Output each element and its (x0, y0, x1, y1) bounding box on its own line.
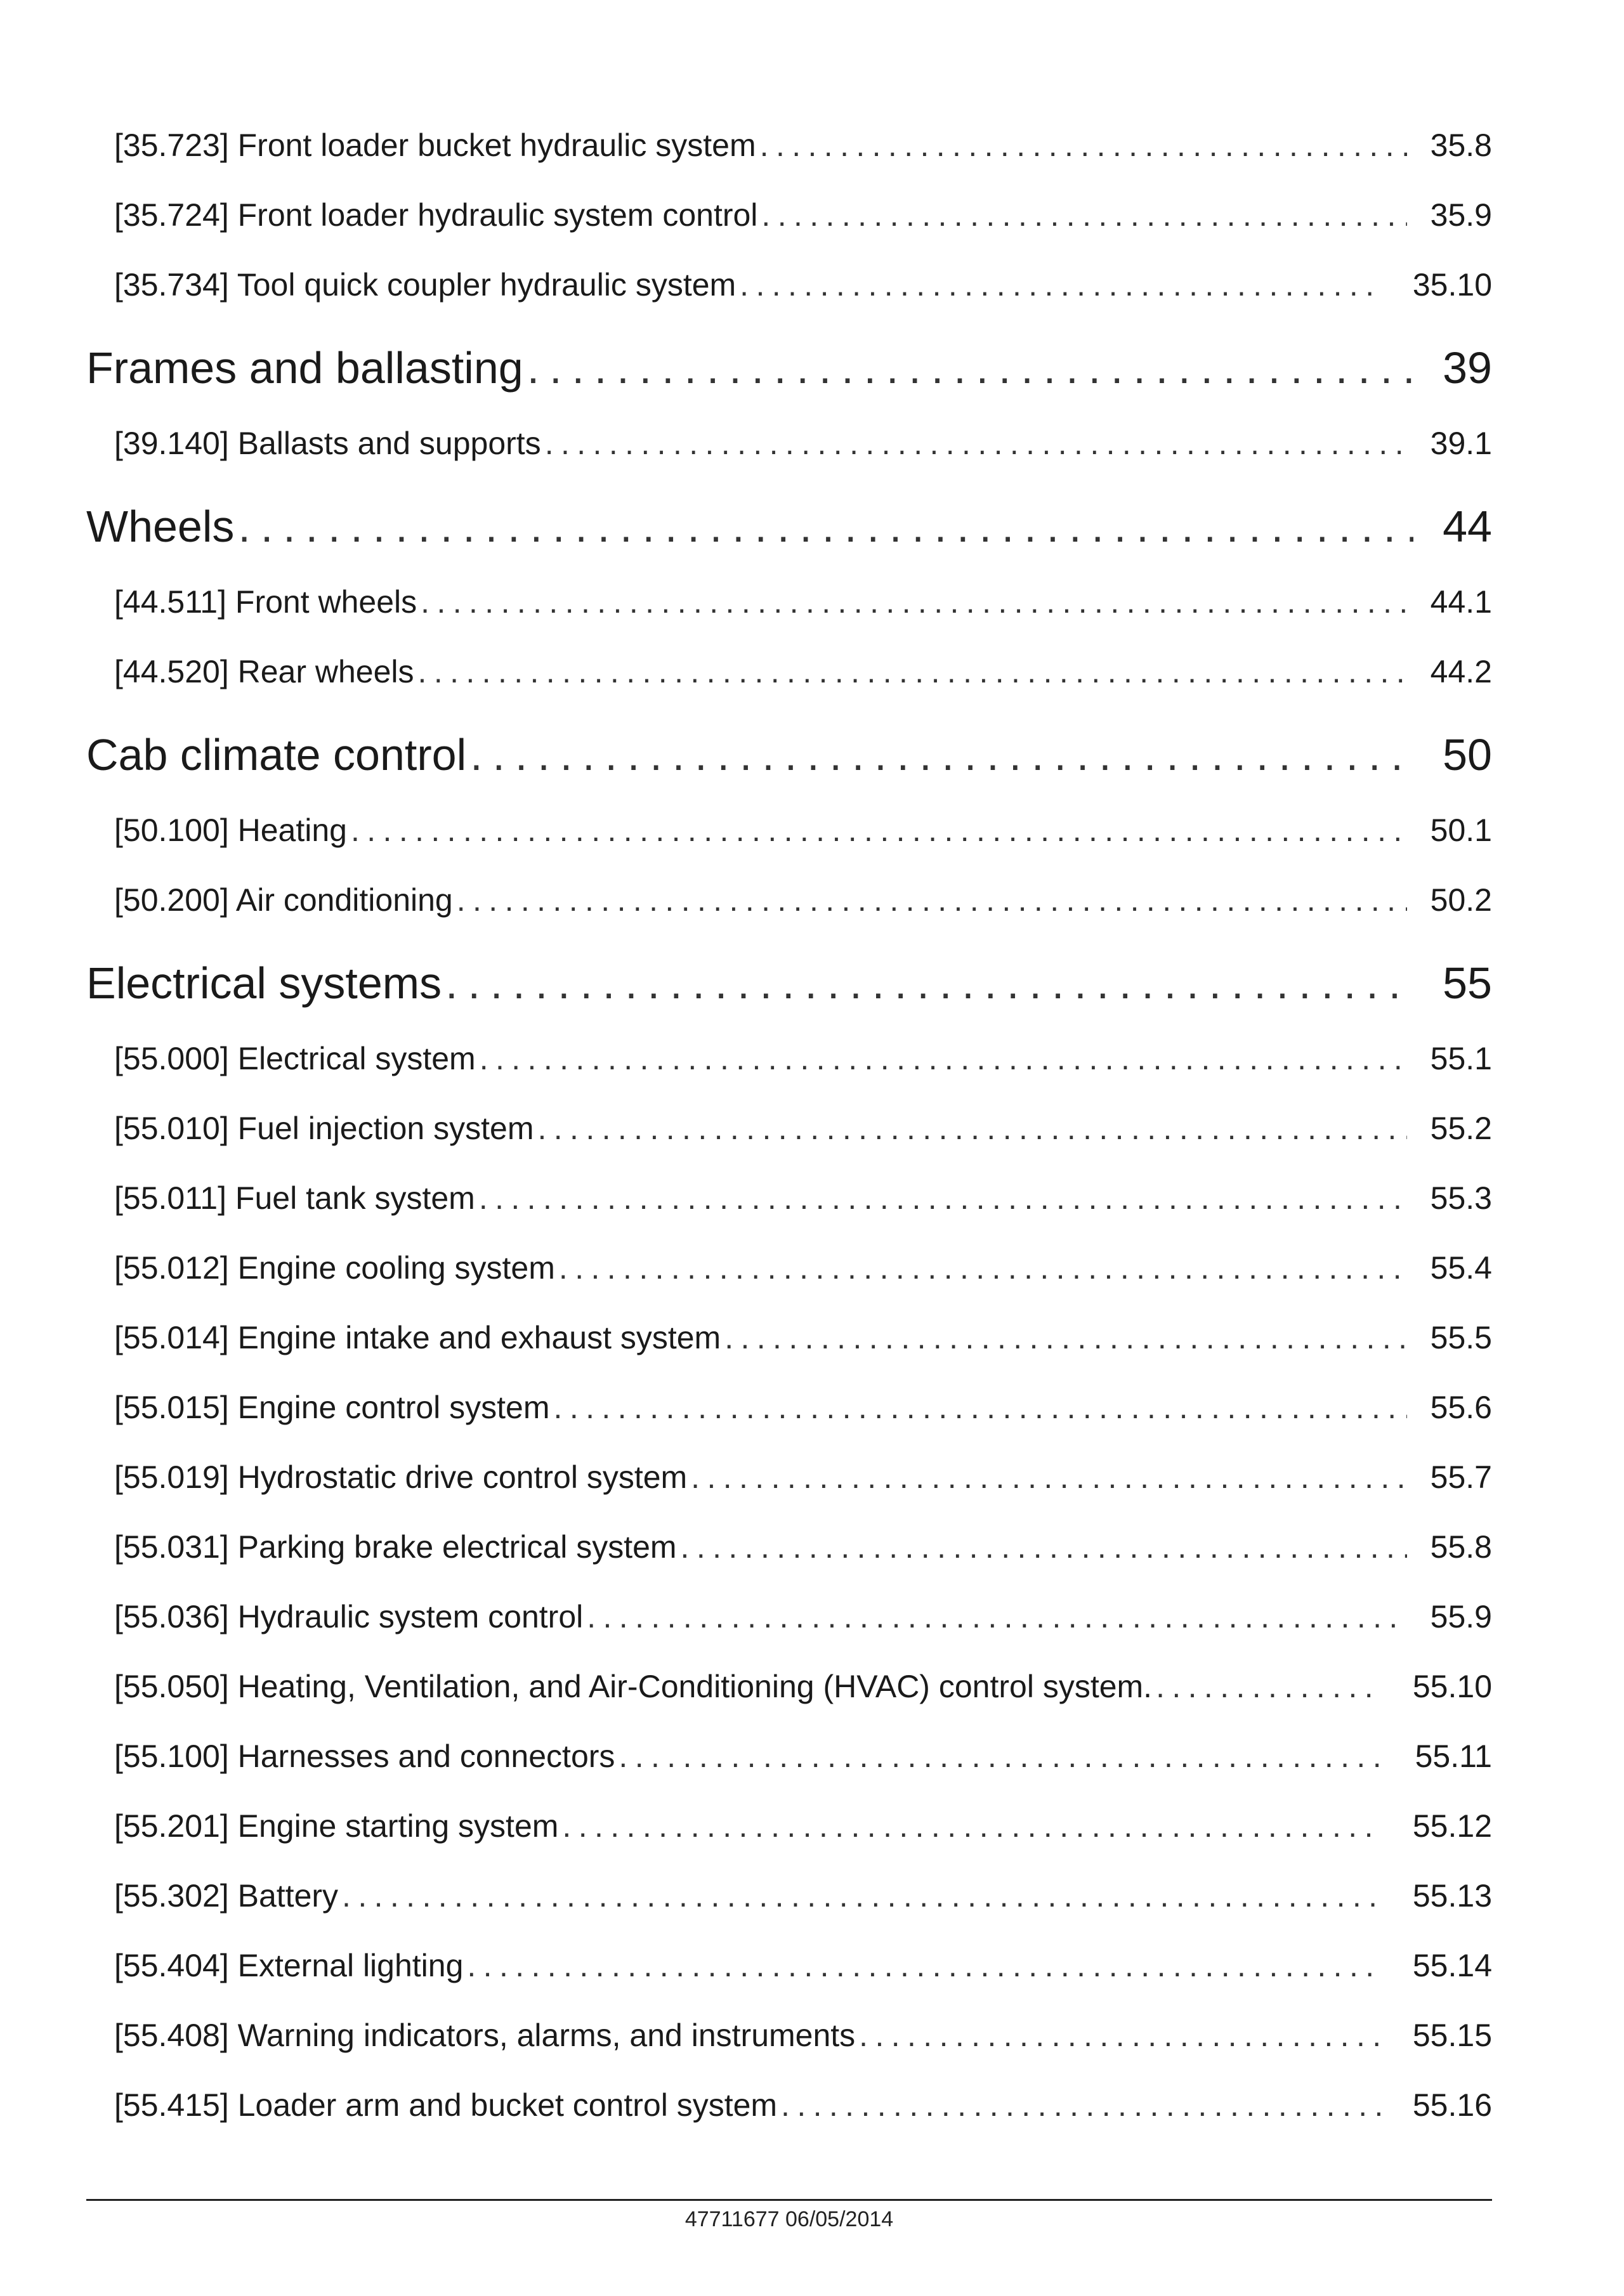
toc-entry-title (114, 1459, 687, 1496)
toc-section-entry[interactable] (86, 342, 1492, 425)
toc-entry-text: Heating, Ventilation, and Air-Conditioning (HVAC) control system. (237, 1669, 1153, 1704)
toc-subsection-entry[interactable] (86, 425, 1492, 495)
toc-entry-text: Battery (237, 1878, 339, 1914)
dot-leader (467, 1947, 1382, 1984)
toc-entry-text: Ballasts and supports (237, 426, 541, 461)
dot-leader (418, 653, 1407, 690)
toc-entry-title (114, 584, 417, 620)
toc-entry-text: Engine cooling system (237, 1250, 555, 1286)
toc-entry-text: Fuel injection system (237, 1111, 534, 1146)
toc-subsection-entry[interactable] (86, 1808, 1492, 1877)
toc-entry-text: Heating (237, 812, 347, 848)
table-of-contents (86, 127, 1492, 2156)
dot-leader (342, 1877, 1382, 1914)
toc-entry-code: [55.100] (114, 1738, 229, 1774)
toc-entry-code: [55.031] (114, 1529, 229, 1565)
toc-page-number: 55.11 (1415, 1738, 1492, 1774)
toc-entry-code: [55.019] (114, 1459, 229, 1495)
toc-entry-code: [39.140] (114, 426, 229, 461)
toc-subsection-entry[interactable] (86, 1319, 1492, 1389)
dot-leader (554, 1389, 1407, 1426)
toc-entry-text: Loader arm and bucket control system (237, 2087, 778, 2123)
toc-subsection-entry[interactable] (86, 1180, 1492, 1249)
toc-subsection-entry[interactable] (86, 1598, 1492, 1668)
toc-entry-code: [55.012] (114, 1250, 229, 1286)
toc-subsection-entry[interactable] (86, 584, 1492, 653)
toc-page-number: 44.1 (1430, 584, 1492, 620)
dot-leader (545, 425, 1407, 462)
toc-entry-code: [55.011] (114, 1180, 227, 1216)
toc-entry-title (114, 1180, 475, 1216)
toc-entry-title (114, 2087, 777, 2123)
toc-subsection-entry[interactable] (86, 1249, 1492, 1319)
toc-subsection-entry[interactable] (86, 127, 1492, 197)
toc-section-title: Wheels (86, 502, 235, 551)
toc-entry-text: Front wheels (235, 584, 417, 620)
toc-entry-text: Parking brake electrical system (237, 1529, 677, 1565)
toc-entry-title (114, 653, 414, 690)
toc-page-number: 55.2 (1430, 1111, 1492, 1146)
dot-leader (238, 501, 1413, 552)
toc-section-title: Electrical systems (86, 958, 442, 1008)
toc-subsection-entry[interactable] (86, 2017, 1492, 2087)
dot-leader (619, 1738, 1382, 1775)
toc-entry-text: Front loader hydraulic system control (237, 197, 758, 233)
toc-entry-title (114, 1947, 463, 1984)
toc-entry-title (114, 1249, 555, 1286)
toc-subsection-entry[interactable] (86, 1459, 1492, 1529)
toc-page-number: 35.10 (1412, 267, 1492, 303)
toc-page-number: 50 (1443, 730, 1492, 779)
toc-page-number: 55.5 (1430, 1320, 1492, 1355)
dot-leader (724, 1319, 1407, 1356)
toc-entry-code: [50.100] (114, 812, 229, 848)
toc-subsection-entry[interactable] (86, 1040, 1492, 1110)
dot-leader (445, 958, 1413, 1008)
toc-entry-code: [55.415] (114, 2087, 229, 2123)
toc-entry-text: Hydrostatic drive control system (237, 1459, 688, 1495)
toc-entry-text: Air conditioning (235, 882, 453, 918)
toc-subsection-entry[interactable] (86, 653, 1492, 723)
toc-entry-title (114, 1877, 338, 1914)
toc-section-title: Frames and ballasting (86, 343, 523, 393)
toc-entry-title (114, 266, 736, 303)
toc-entry-code: [55.000] (114, 1041, 229, 1076)
toc-entry-code: [55.404] (114, 1948, 229, 1983)
toc-entry-title (114, 812, 347, 849)
toc-subsection-entry[interactable] (86, 812, 1492, 882)
toc-page-number: 55.9 (1430, 1599, 1492, 1634)
dot-leader (537, 1110, 1407, 1147)
toc-entry-title (114, 1808, 558, 1844)
dot-leader (760, 127, 1407, 164)
toc-entry-code: [55.050] (114, 1669, 229, 1704)
toc-section-entry[interactable] (86, 729, 1492, 812)
toc-page-number: 35.9 (1430, 197, 1492, 233)
toc-page-number: 44.2 (1430, 654, 1492, 689)
toc-entry-code: [44.520] (114, 654, 229, 689)
toc-section-title: Cab climate control (86, 730, 467, 779)
dot-leader (691, 1459, 1407, 1496)
toc-entry-title (114, 1529, 677, 1565)
toc-entry-code: [55.036] (114, 1599, 229, 1634)
toc-entry-text: Harnesses and connectors (237, 1738, 615, 1774)
toc-subsection-entry[interactable] (86, 1529, 1492, 1598)
toc-page-number: 55.8 (1430, 1529, 1492, 1565)
toc-subsection-entry[interactable] (86, 1738, 1492, 1808)
dot-leader (1156, 1668, 1382, 1705)
dot-leader (421, 584, 1407, 620)
toc-subsection-entry[interactable] (86, 1389, 1492, 1459)
toc-page-number: 55.1 (1430, 1041, 1492, 1076)
toc-page-number: 50.2 (1430, 882, 1492, 918)
toc-entry-text: Tool quick coupler hydraulic system (237, 267, 737, 303)
toc-section-entry[interactable] (86, 501, 1492, 584)
toc-entry-text: Warning indicators, alarms, and instruments (237, 2018, 856, 2053)
toc-page-number: 39.1 (1430, 426, 1492, 461)
toc-page-number: 50.1 (1430, 812, 1492, 848)
toc-subsection-entry[interactable] (86, 1877, 1492, 1947)
toc-entry-text: Rear wheels (237, 654, 414, 689)
dot-leader (351, 812, 1407, 849)
dot-leader (480, 1040, 1407, 1077)
toc-entry-text: External lighting (237, 1948, 464, 1983)
toc-page-number: 55.14 (1412, 1948, 1492, 1983)
footer-divider (86, 2199, 1492, 2201)
toc-page-number: 55.10 (1412, 1669, 1492, 1704)
toc-entry-title (114, 882, 453, 918)
toc-page-number: 55.6 (1430, 1390, 1492, 1425)
dot-leader (470, 729, 1413, 780)
toc-page-number: 55 (1443, 958, 1492, 1008)
toc-entry-text: Engine starting system (237, 1808, 559, 1844)
toc-section-entry[interactable] (86, 958, 1492, 1040)
toc-subsection-entry[interactable] (86, 1110, 1492, 1180)
dot-leader (562, 1808, 1382, 1844)
toc-page-number: 55.15 (1412, 2018, 1492, 2053)
toc-entry-text: Front loader bucket hydraulic system (237, 127, 756, 163)
toc-entry-title (114, 1319, 721, 1356)
toc-page-number: 55.3 (1430, 1180, 1492, 1216)
toc-entry-text: Fuel tank system (235, 1180, 475, 1216)
toc-entry-title (114, 1738, 615, 1775)
toc-entry-code: [55.015] (114, 1390, 229, 1425)
toc-entry-title (114, 1598, 583, 1635)
toc-entry-code: [55.408] (114, 2018, 229, 2053)
toc-entry-title (114, 1389, 550, 1426)
toc-page-number: 55.13 (1412, 1878, 1492, 1914)
toc-page-number: 55.12 (1412, 1808, 1492, 1844)
toc-subsection-entry[interactable] (86, 1668, 1492, 1738)
toc-entry-text: Hydraulic system control (237, 1599, 584, 1634)
dot-leader (457, 882, 1407, 918)
toc-entry-code: [35.724] (114, 197, 229, 233)
toc-entry-code: [35.723] (114, 127, 229, 163)
toc-page-number: 55.7 (1430, 1459, 1492, 1495)
toc-entry-text: Engine intake and exhaust system (237, 1320, 721, 1355)
toc-entry-text: Engine control system (237, 1390, 550, 1425)
toc-entry-code: [55.302] (114, 1878, 229, 1914)
toc-entry-code: [55.201] (114, 1808, 229, 1844)
toc-entry-title (114, 197, 757, 233)
dot-leader (587, 1598, 1407, 1635)
dot-leader (859, 2017, 1382, 2054)
dot-leader (559, 1249, 1407, 1286)
toc-page-number: 35.8 (1430, 127, 1492, 163)
toc-entry-code: [55.014] (114, 1320, 229, 1355)
toc-entry-code: [55.010] (114, 1111, 229, 1146)
toc-page-number: 44 (1443, 502, 1492, 551)
dot-leader (761, 197, 1407, 233)
toc-subsection-entry[interactable] (86, 1947, 1492, 2017)
dot-leader (681, 1529, 1407, 1565)
toc-subsection-entry[interactable] (86, 2087, 1492, 2156)
toc-page-number: 55.4 (1430, 1250, 1492, 1286)
toc-entry-title (114, 1040, 476, 1077)
dot-leader (740, 266, 1382, 303)
dot-leader (527, 342, 1413, 393)
toc-subsection-entry[interactable] (86, 882, 1492, 951)
toc-subsection-entry[interactable] (86, 266, 1492, 336)
toc-entry-code: [35.734] (114, 267, 229, 303)
dot-leader (479, 1180, 1407, 1216)
toc-entry-title (114, 2017, 855, 2054)
toc-entry-code: [50.200] (114, 882, 229, 918)
toc-entry-title (114, 1668, 1152, 1705)
footer-document-number: 47711677 06/05/2014 (684, 2207, 894, 2231)
toc-entry-title (114, 1110, 534, 1147)
toc-entry-title (114, 127, 756, 164)
toc-subsection-entry[interactable] (86, 197, 1492, 266)
toc-entry-text: Electrical system (237, 1041, 476, 1076)
dot-leader (781, 2087, 1382, 2123)
toc-entry-title (114, 425, 541, 462)
toc-page-number: 55.16 (1412, 2087, 1492, 2123)
toc-entry-code: [44.511] (114, 584, 227, 620)
toc-page-number: 39 (1443, 343, 1492, 393)
